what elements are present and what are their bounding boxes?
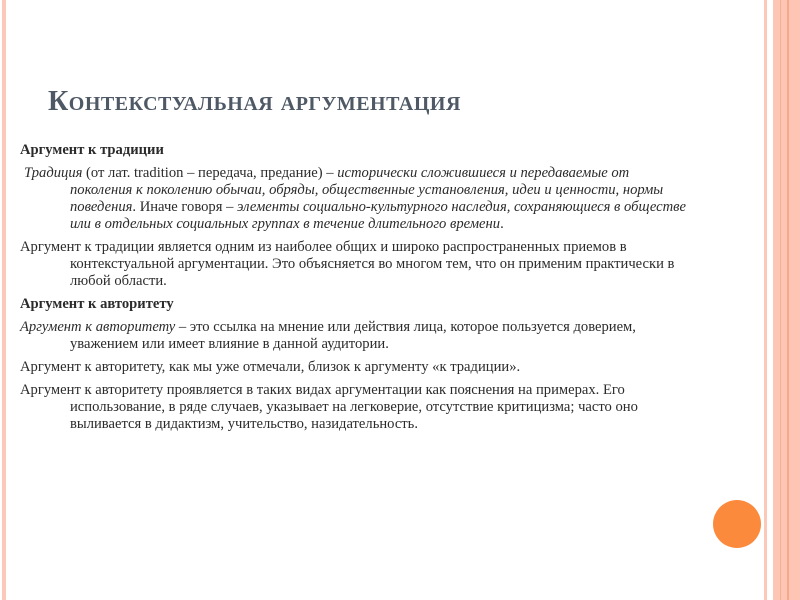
slide-title: Контекстуальная аргументация bbox=[48, 86, 461, 117]
text: элементы социально-культурного наследия, сохраняющиеся в обществе или в отдельных социальных группах в течение длительного времени bbox=[70, 199, 686, 232]
text: . Иначе говоря – bbox=[132, 199, 238, 215]
term: Аргумент к авторитету bbox=[20, 319, 176, 335]
left-border-stripe bbox=[2, 0, 6, 600]
paragraph-authority-definition bbox=[20, 319, 692, 353]
text: (от лат. tradition – передача, предание) – bbox=[82, 165, 338, 181]
text: исторически сложившиеся и передаваемые от поколения к поколению обычаи, обряды, общественные установления, идеи и ценности, нормы поведения bbox=[70, 165, 664, 215]
paragraph-tradition-usage: Аргумент к традиции является одним из наиболее общих и широко распространенных приемов в контекстуальной аргументации. Это объясняется во многом тем, что он применим практически в любой области. bbox=[20, 239, 675, 289]
paragraph-authority-similarity: Аргумент к авторитету, как мы уже отмечали, близок к аргументу «к традиции». bbox=[20, 359, 521, 375]
text: – это ссылка на мнение или действия лица, которое пользуется доверием, уважением или имеет влияние в данной аудитории. bbox=[70, 319, 636, 352]
heading-authority: Аргумент к авторитету bbox=[20, 296, 174, 312]
right-border-line bbox=[780, 0, 781, 600]
right-border-line bbox=[787, 0, 789, 600]
text: . bbox=[500, 216, 504, 232]
right-border-stripe bbox=[764, 0, 767, 600]
term: Традиция bbox=[24, 165, 83, 181]
heading-tradition: Аргумент к традиции bbox=[20, 142, 164, 158]
paragraph-tradition-definition bbox=[20, 165, 692, 233]
slide-body bbox=[20, 142, 692, 439]
paragraph-authority-usage: Аргумент к авторитету проявляется в таких видах аргументации как пояснения на примерах. Его использование, в ряде случаев, указывает на легковерие, отсутствие критицизма; часто оно выливается в дидактизм, учительство, назидательность. bbox=[20, 382, 638, 432]
decorative-circle bbox=[713, 500, 761, 548]
